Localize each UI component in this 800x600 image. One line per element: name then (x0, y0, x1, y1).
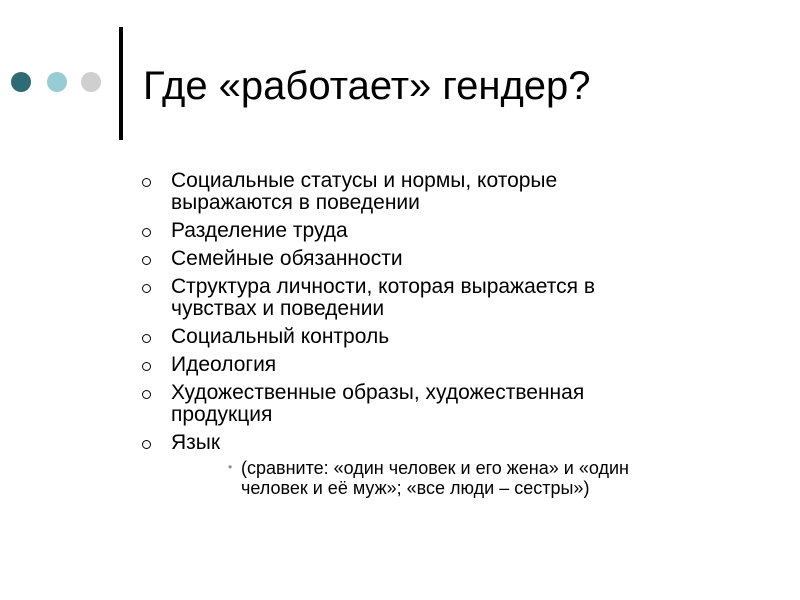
bullet-text: Семейные обязанности (171, 247, 403, 270)
bullet-text: Разделение труда (171, 219, 348, 242)
hollow-circle-bullet-icon (142, 362, 151, 371)
bullet-text: Идеология (171, 353, 277, 376)
slide-title: Где «работает» гендер? (143, 64, 591, 108)
bullet-item (140, 432, 660, 498)
hollow-circle-bullet-icon (142, 334, 151, 343)
bullet-text: Язык (171, 431, 221, 454)
bullet-item (140, 382, 660, 426)
sub-bullet-list (171, 458, 660, 498)
hollow-circle-bullet-icon (142, 178, 151, 187)
bullet-text: Структура личности, которая выражается в чувствах и поведении (171, 275, 596, 320)
bullet-item (140, 170, 660, 214)
bullet-text: Социальный контроль (171, 325, 390, 348)
bullet-item (140, 248, 660, 270)
bullet-item (140, 276, 660, 320)
dot-light-teal (47, 72, 67, 92)
dot-gray (81, 72, 101, 92)
bullet-text: Социальные статусы и нормы, которые выражаются в поведении (171, 169, 558, 214)
bullet-item (140, 326, 660, 348)
title-divider (119, 27, 123, 140)
hollow-circle-bullet-icon (142, 390, 151, 399)
bullet-item (140, 354, 660, 376)
bullet-text: Художественные образы, художественная продукция (171, 381, 585, 426)
hollow-circle-bullet-icon (142, 228, 151, 237)
sub-bullet-text: (сравните: «один человек и его жена» и «один человек и её муж»; «все люди – сестры») (241, 458, 629, 498)
dot-bullet-icon: • (228, 460, 233, 474)
bullet-list (140, 170, 660, 504)
dot-dark-teal (11, 72, 31, 92)
hollow-circle-bullet-icon (142, 284, 151, 293)
hollow-circle-bullet-icon (142, 256, 151, 265)
bullet-item (140, 220, 660, 242)
hollow-circle-bullet-icon (142, 440, 151, 449)
sub-bullet-item (212, 458, 660, 498)
